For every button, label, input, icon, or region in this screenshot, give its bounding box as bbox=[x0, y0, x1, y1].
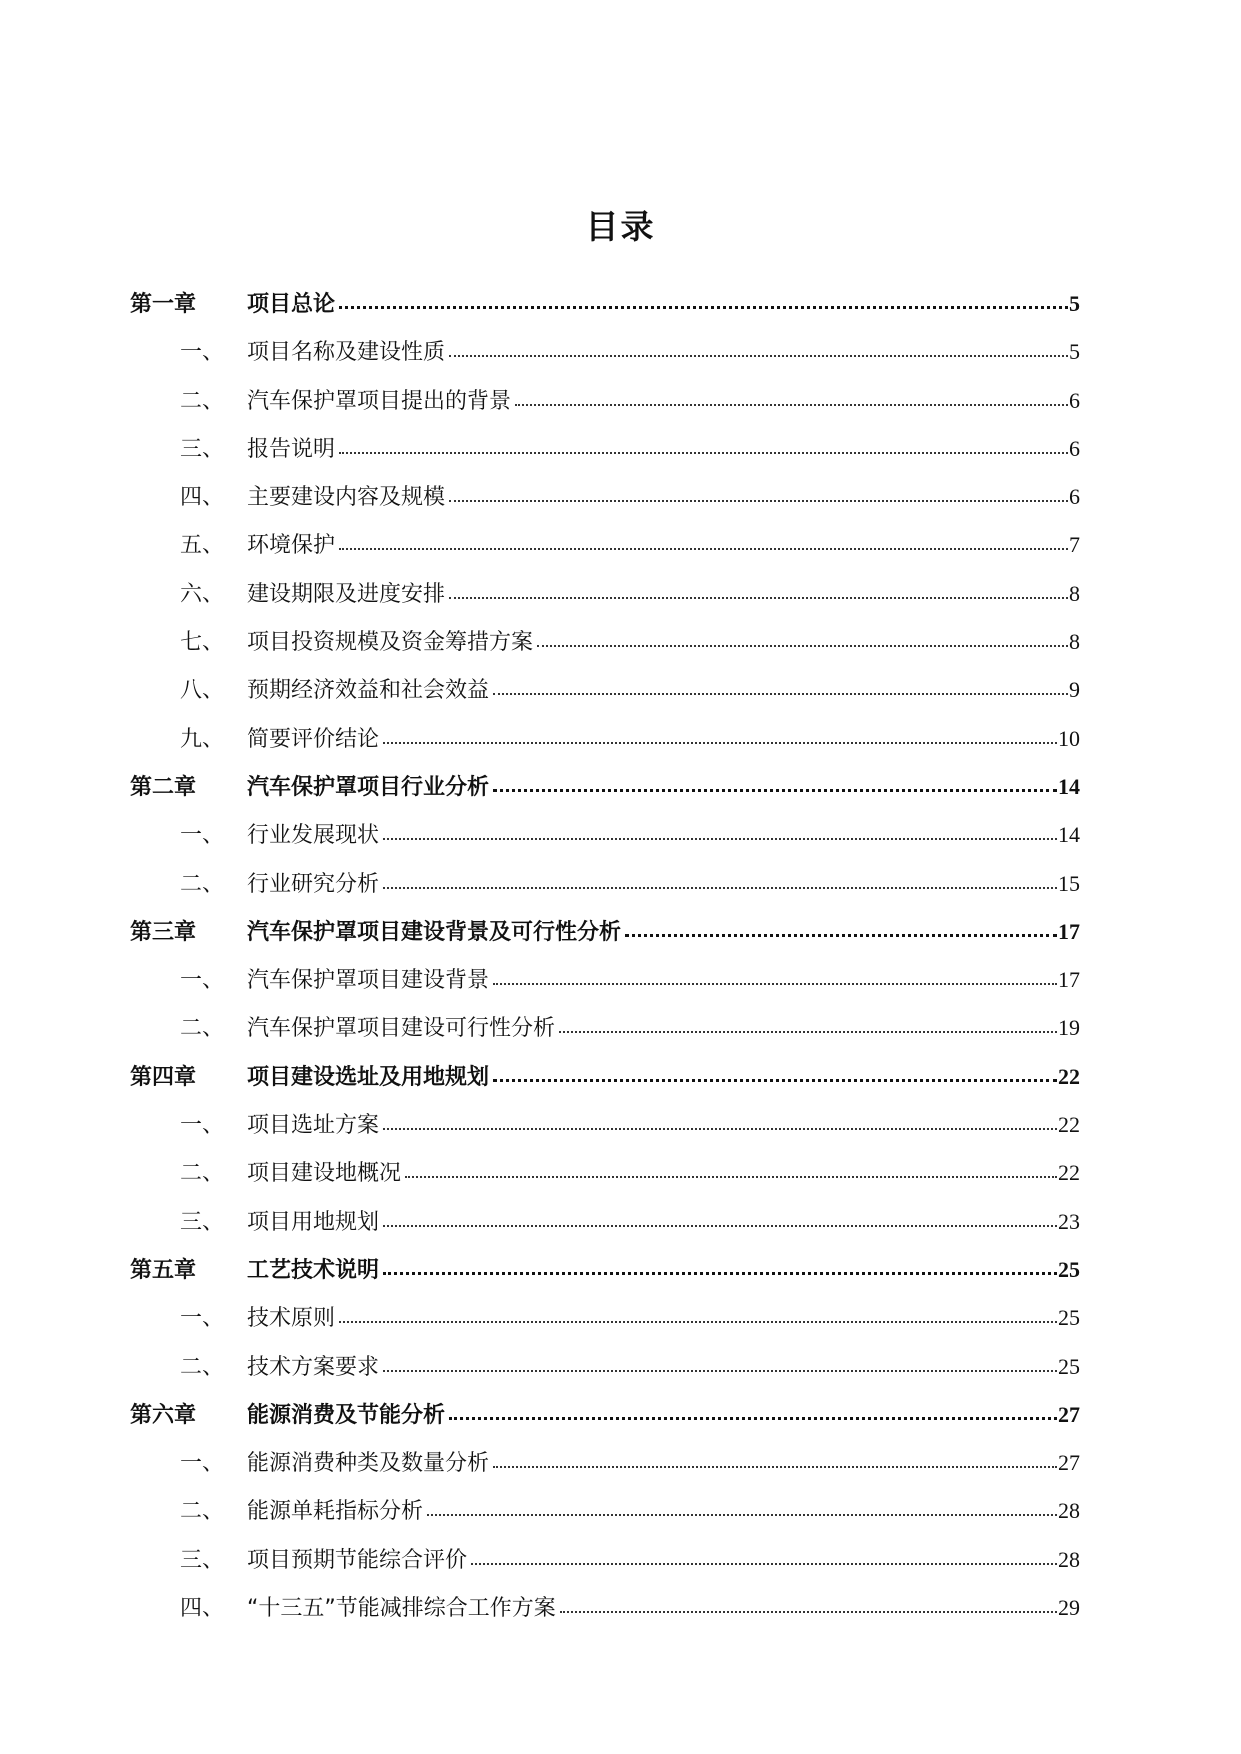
toc-entry-number: 一、 bbox=[180, 1306, 225, 1332]
toc-section-entry[interactable] bbox=[130, 956, 1080, 1004]
toc-chapter-entry[interactable] bbox=[130, 280, 1080, 328]
toc-entry-title: 技术方案要求 bbox=[247, 1354, 380, 1380]
toc-entry-title: 汽车保护罩项目行业分析 bbox=[247, 774, 490, 800]
dot-leader bbox=[383, 1369, 1057, 1372]
toc-entry-number: 第五章 bbox=[130, 1257, 197, 1283]
toc-page-number: 8 bbox=[1069, 580, 1080, 606]
toc-page-number: 22 bbox=[1058, 1160, 1080, 1186]
toc-entry-title: 行业发展现状 bbox=[247, 823, 380, 849]
toc-section-entry[interactable] bbox=[130, 1584, 1080, 1632]
dot-leader bbox=[559, 1030, 1057, 1033]
toc-section-entry[interactable] bbox=[130, 1536, 1080, 1584]
toc-page-number: 7 bbox=[1069, 532, 1080, 558]
toc-section-entry[interactable] bbox=[130, 1487, 1080, 1535]
toc-page-number: 25 bbox=[1058, 1305, 1080, 1331]
toc-page-number: 28 bbox=[1058, 1546, 1080, 1572]
toc-entry-number: 一、 bbox=[180, 1113, 225, 1139]
toc-entry-title: 能源单耗指标分析 bbox=[247, 1499, 424, 1525]
dot-leader bbox=[339, 451, 1068, 454]
dot-leader bbox=[405, 1175, 1057, 1178]
toc-entry-number: 五、 bbox=[180, 533, 225, 559]
toc-page-number: 5 bbox=[1069, 339, 1080, 365]
dot-leader bbox=[449, 596, 1068, 599]
toc-entry-number: 第六章 bbox=[130, 1402, 197, 1428]
toc-entry-title: 项目名称及建设性质 bbox=[247, 340, 446, 366]
toc-page-number: 14 bbox=[1058, 773, 1080, 799]
toc-entry-title: 项目总论 bbox=[247, 292, 336, 317]
toc-page-number: 25 bbox=[1058, 1353, 1080, 1379]
toc-entry-title: 项目用地规划 bbox=[247, 1209, 380, 1235]
dot-leader bbox=[560, 1610, 1057, 1613]
toc-entry-title: “十三五”节能减排综合工作方案 bbox=[247, 1596, 556, 1622]
toc-entry-title: 项目建设选址及用地规划 bbox=[247, 1064, 490, 1090]
toc-chapter-entry[interactable] bbox=[130, 1053, 1080, 1101]
dot-leader bbox=[515, 403, 1068, 406]
toc-entry-number: 第一章 bbox=[130, 292, 197, 317]
toc-section-entry[interactable] bbox=[130, 1294, 1080, 1342]
toc-section-entry[interactable] bbox=[130, 521, 1080, 569]
toc-entry-title: 技术原则 bbox=[247, 1306, 336, 1332]
toc-section-entry[interactable] bbox=[130, 666, 1080, 714]
toc-page-number: 17 bbox=[1058, 967, 1080, 993]
toc-section-entry[interactable] bbox=[130, 811, 1080, 859]
table-of-contents bbox=[130, 280, 1080, 1632]
toc-entry-number: 四、 bbox=[180, 485, 225, 511]
toc-page-number: 17 bbox=[1058, 918, 1080, 944]
toc-page-number: 6 bbox=[1069, 387, 1080, 413]
toc-entry-number: 三、 bbox=[180, 1209, 225, 1235]
toc-section-entry[interactable] bbox=[130, 1343, 1080, 1391]
toc-entry-number: 二、 bbox=[180, 1499, 225, 1525]
toc-entry-title: 行业研究分析 bbox=[247, 871, 380, 897]
toc-entry-title: 汽车保护罩项目提出的背景 bbox=[247, 388, 512, 414]
dot-leader bbox=[493, 1465, 1057, 1468]
toc-section-entry[interactable] bbox=[130, 860, 1080, 908]
toc-entry-title: 能源消费及节能分析 bbox=[247, 1402, 446, 1428]
toc-entry-number: 四、 bbox=[180, 1596, 225, 1622]
toc-page-number: 27 bbox=[1058, 1401, 1080, 1427]
dot-leader bbox=[493, 982, 1057, 985]
dot-leader bbox=[493, 692, 1068, 695]
dot-leader bbox=[449, 499, 1068, 502]
toc-entry-title: 建设期限及进度安排 bbox=[247, 581, 446, 607]
dot-leader bbox=[471, 1562, 1057, 1565]
toc-page-number: 28 bbox=[1058, 1498, 1080, 1524]
toc-entry-number: 二、 bbox=[180, 1161, 225, 1187]
toc-chapter-entry[interactable] bbox=[130, 763, 1080, 811]
toc-entry-title: 项目投资规模及资金筹措方案 bbox=[247, 630, 534, 656]
toc-page-number: 9 bbox=[1069, 677, 1080, 703]
toc-page-number: 22 bbox=[1058, 1063, 1080, 1089]
toc-entry-title: 环境保护 bbox=[247, 533, 336, 559]
dot-leader bbox=[427, 1513, 1057, 1516]
toc-page-number: 19 bbox=[1058, 1015, 1080, 1041]
toc-entry-title: 项目选址方案 bbox=[247, 1113, 380, 1139]
dot-leader bbox=[383, 1127, 1057, 1130]
toc-chapter-entry[interactable] bbox=[130, 908, 1080, 956]
toc-page-number: 8 bbox=[1069, 629, 1080, 655]
toc-page-number: 27 bbox=[1058, 1450, 1080, 1476]
toc-entry-number: 二、 bbox=[180, 388, 225, 414]
toc-page-number: 29 bbox=[1058, 1595, 1080, 1621]
toc-chapter-entry[interactable] bbox=[130, 1391, 1080, 1439]
toc-entry-number: 一、 bbox=[180, 968, 225, 994]
toc-page-number: 23 bbox=[1058, 1208, 1080, 1234]
dot-leader bbox=[493, 1078, 1057, 1082]
toc-page-number: 6 bbox=[1069, 435, 1080, 461]
toc-entry-number: 第三章 bbox=[130, 919, 197, 945]
toc-entry-number: 二、 bbox=[180, 1354, 225, 1380]
toc-entry-title: 项目建设地概况 bbox=[247, 1161, 402, 1187]
dot-leader bbox=[339, 305, 1068, 309]
toc-entry-number: 二、 bbox=[180, 871, 225, 897]
toc-entry-number: 一、 bbox=[180, 340, 225, 366]
toc-entry-number: 九、 bbox=[180, 726, 225, 752]
toc-entry-title: 项目预期节能综合评价 bbox=[247, 1547, 468, 1573]
toc-section-entry[interactable] bbox=[130, 1149, 1080, 1197]
dot-leader bbox=[383, 886, 1057, 889]
toc-page-number: 22 bbox=[1058, 1112, 1080, 1138]
toc-entry-number: 三、 bbox=[180, 1547, 225, 1573]
toc-section-entry[interactable] bbox=[130, 425, 1080, 473]
toc-entry-title: 报告说明 bbox=[247, 436, 336, 462]
toc-entry-title: 主要建设内容及规模 bbox=[247, 485, 446, 511]
toc-title: 目录 bbox=[585, 207, 656, 246]
toc-section-entry[interactable] bbox=[130, 377, 1080, 425]
toc-entry-title: 汽车保护罩项目建设背景及可行性分析 bbox=[247, 919, 622, 945]
dot-leader bbox=[537, 644, 1068, 647]
toc-entry-title: 汽车保护罩项目建设背景 bbox=[247, 968, 490, 994]
toc-section-entry[interactable] bbox=[130, 1439, 1080, 1487]
toc-section-entry[interactable] bbox=[130, 618, 1080, 666]
toc-section-entry[interactable] bbox=[130, 1101, 1080, 1149]
toc-section-entry[interactable] bbox=[130, 328, 1080, 376]
toc-section-entry[interactable] bbox=[130, 473, 1080, 521]
toc-page-number: 10 bbox=[1058, 725, 1080, 751]
dot-leader bbox=[625, 933, 1057, 937]
dot-leader bbox=[339, 547, 1068, 550]
dot-leader bbox=[449, 1416, 1057, 1420]
toc-entry-number: 第四章 bbox=[130, 1064, 197, 1090]
dot-leader bbox=[383, 741, 1057, 744]
dot-leader bbox=[383, 1271, 1057, 1275]
toc-entry-title: 工艺技术说明 bbox=[247, 1257, 380, 1283]
toc-entry-number: 二、 bbox=[180, 1016, 225, 1042]
toc-entry-number: 八、 bbox=[180, 678, 225, 704]
toc-entry-number: 六、 bbox=[180, 581, 225, 607]
toc-section-entry[interactable] bbox=[130, 570, 1080, 618]
toc-entry-number: 一、 bbox=[180, 823, 225, 849]
toc-section-entry[interactable] bbox=[130, 1198, 1080, 1246]
dot-leader bbox=[493, 788, 1057, 792]
toc-entry-title: 汽车保护罩项目建设可行性分析 bbox=[247, 1016, 556, 1042]
toc-page-number: 6 bbox=[1069, 484, 1080, 510]
toc-section-entry[interactable] bbox=[130, 1004, 1080, 1052]
toc-entry-title: 简要评价结论 bbox=[247, 726, 380, 752]
toc-entry-number: 七、 bbox=[180, 630, 225, 656]
toc-page-number: 15 bbox=[1058, 870, 1080, 896]
dot-leader bbox=[383, 1224, 1057, 1227]
toc-entry-title: 预期经济效益和社会效益 bbox=[247, 678, 490, 704]
toc-entry-number: 一、 bbox=[180, 1451, 225, 1477]
toc-chapter-entry[interactable] bbox=[130, 1246, 1080, 1294]
toc-page-number: 14 bbox=[1058, 822, 1080, 848]
dot-leader bbox=[339, 1320, 1057, 1323]
dot-leader bbox=[383, 837, 1057, 840]
dot-leader bbox=[449, 354, 1068, 357]
toc-section-entry[interactable] bbox=[130, 715, 1080, 763]
toc-page-number: 5 bbox=[1069, 291, 1080, 316]
toc-page-number: 25 bbox=[1058, 1256, 1080, 1282]
toc-entry-number: 第二章 bbox=[130, 774, 197, 800]
toc-entry-number: 三、 bbox=[180, 436, 225, 462]
toc-entry-title: 能源消费种类及数量分析 bbox=[247, 1451, 490, 1477]
